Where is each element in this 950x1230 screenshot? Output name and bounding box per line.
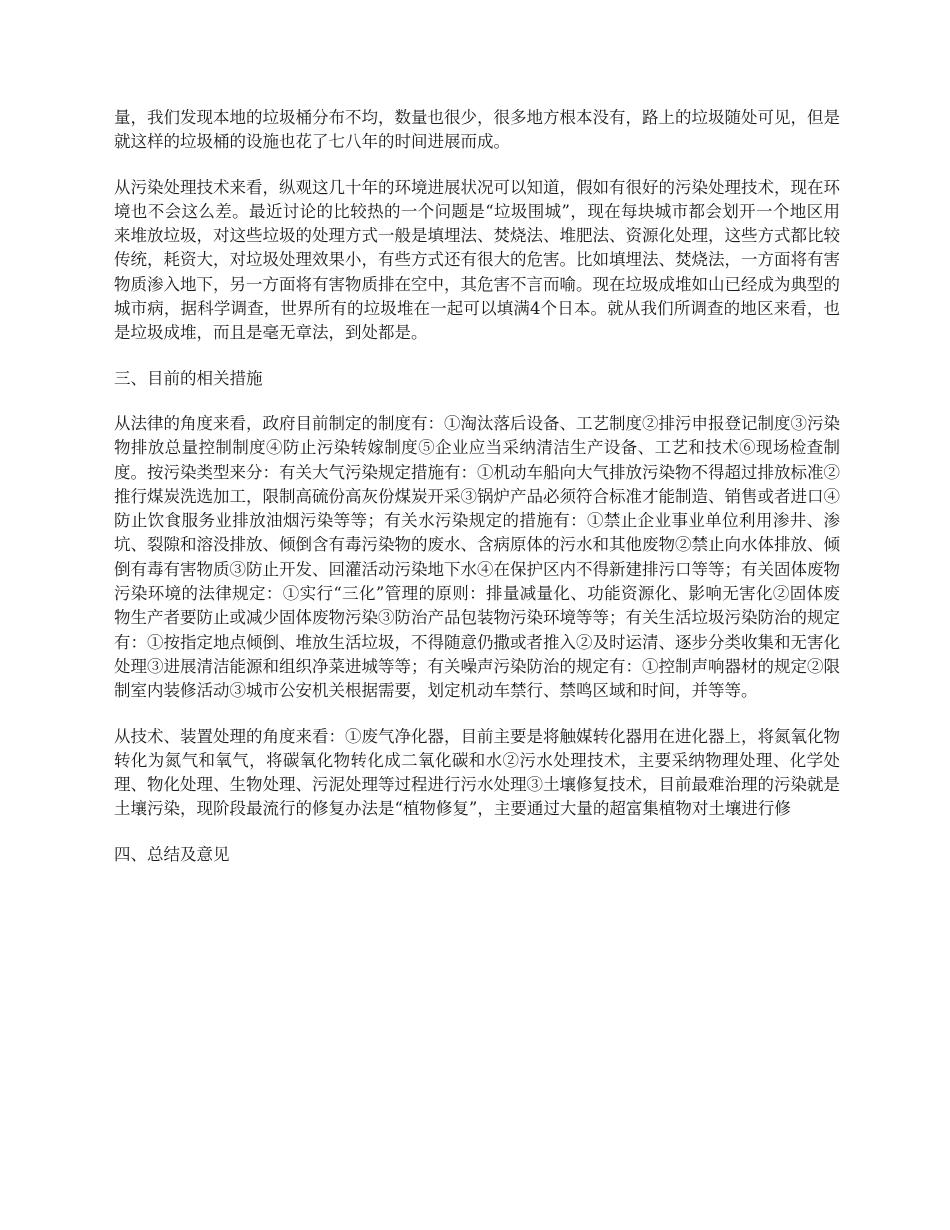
paragraph-waste-bins: 量，我们发现本地的垃圾桶分布不均，数量也很少，很多地方根本没有，路上的垃圾随处可见，但是就这样的垃圾桶的设施也花了七八年的时间进展而成。: [114, 108, 840, 152]
paragraph-legal-measures: 从法律的角度来看，政府目前制定的制度有：①淘汰落后设备、工艺制度②排污申报登记制度③污染物排放总量控制制度④防止污染转嫁制度⑤企业应当采纳清洁生产设备、工艺和技术⑥现场检查制度。按污染类型来分：有关大气污染规定措施有：①机动车船向大气排放污染物不得超过排放标准②推行煤炭洗选加工，限制高硫份高灰份煤炭开采③锅炉产品必须符合标准才能制造、销售或者进口④防止饮食服务业排放油烟污染等等；有关水污染规定的措施有：①禁止企业事业单位利用渗井、渗坑、裂隙和溶没排放、倾倒含有毒污染物的废水、含病原体的污水和其他废物②禁止向水体排放、倾倒有毒有害物质③防止开发、回灌活动污染地下水④在保护区内不得新建排污口等等；有关固体废物污染环境的法律规定：①实行“三化”管理的原则：排量减量化、功能资源化、影响无害化②固体废物生产者要防止或减少固体废物污染③防治产品包装物污染环境等等；有关生活垃圾污染防治的规定有：①按指定地点倾倒、堆放生活垃圾，不得随意仍撒或者推入②及时运清、逐步分类收集和无害化处理③进展清洁能源和组织净菜进城等等；有关噪声污染防治的规定有：①控制声响器材的规定②限制室内装修活动③城市公安机关根据需要，划定机动车禁行、禁鸣区域和时间，并等等。: [114, 413, 840, 701]
section-heading-summary: 四、总结及意见: [114, 844, 230, 864]
document-body: [114, 106, 840, 888]
section-heading-current-measures: 三、目前的相关措施: [114, 368, 263, 388]
paragraph-technical-measures: 从技术、装置处理的角度来看：①废气净化器，目前主要是将触媒转化器用在进化器上，将氮氧化物转化为氮气和氧气，将碳氧化物转化成二氧化碳和水②污水处理技术，主要采纳物理处理、化学处理、物化处理、生物处理、污泥处理等过程进行污水处理③土壤修复技术，目前最难治理的污染就是土壤污染，现阶段最流行的修复办法是“植物修复”，主要通过大量的超富集植物对土壤进行修: [114, 726, 840, 819]
paragraph-treatment-technology: 从污染处理技术来看，纵观这几十年的环境进展状况可以知道，假如有很好的污染处理技术，现在环境也不会这么差。最近讨论的比较热的一个问题是“垃圾围城”，现在每块城市都会划开一个地区用来堆放垃圾，对这些垃圾的处理方式一般是填埋法、焚烧法、堆肥法、资源化处理，这些方式都比较传统，耗资大，对垃圾处理效果小，有些方式还有很大的危害。比如填埋法、焚烧法，一方面将有害物质渗入地下，另一方面将有害物质排在空中，其危害不言而喻。现在垃圾成堆如山已经成为典型的城市病，据科学调查，世界所有的垃圾堆在一起可以填满4个日本。就从我们所调查的地区来看，也是垃圾成堆，而且是毫无章法，到处都是。: [114, 177, 840, 343]
